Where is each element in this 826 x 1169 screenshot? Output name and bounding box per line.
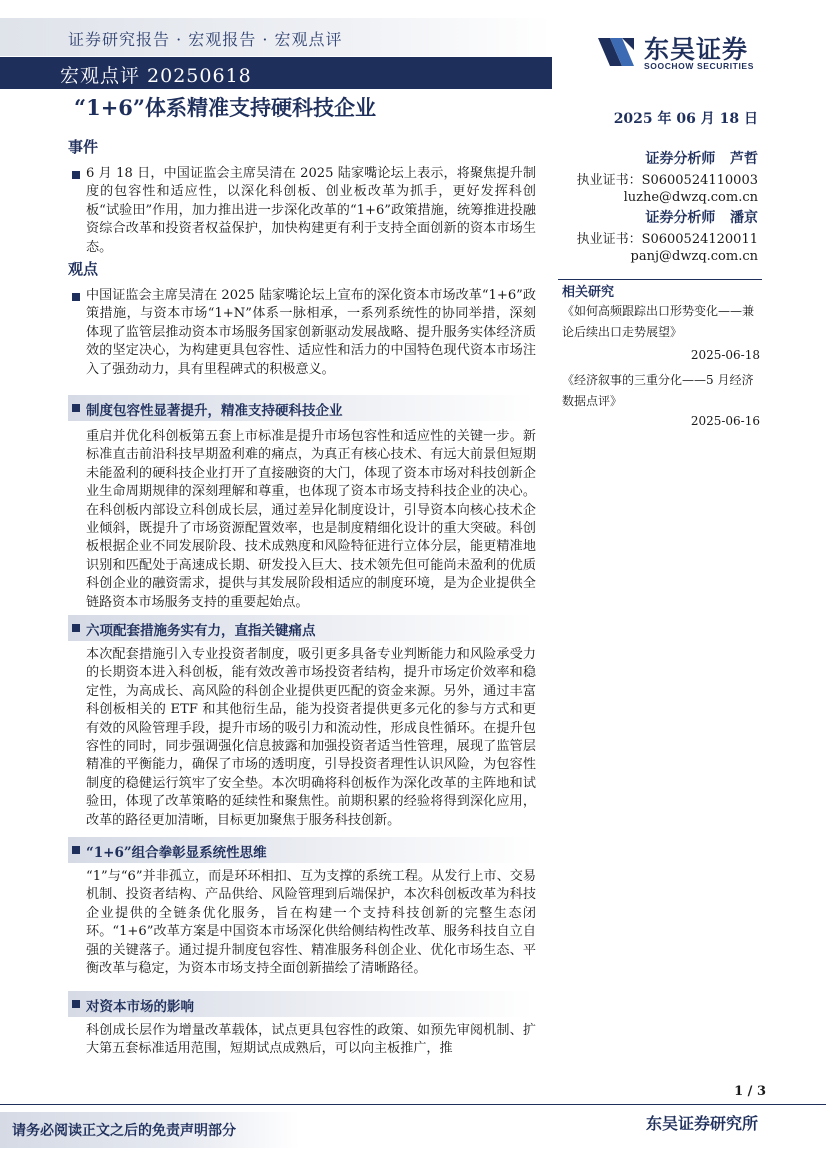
related-item-1-date: 2025-06-18: [690, 348, 760, 362]
analyst-2-cert: 执业证书：S0600524120011: [576, 232, 758, 247]
report-series: 宏观点评 20250618: [60, 65, 252, 87]
related-item-1[interactable]: 《如何高频跟踪出口形势变化——兼论后续出口走势展望》: [562, 304, 755, 339]
disclaimer-text: 请务必阅读正文之后的免责声明部分: [12, 1123, 236, 1139]
section-heading-3: [68, 837, 534, 863]
disclaimer-bar: [0, 1112, 300, 1148]
section-heading-4: [68, 991, 534, 1017]
report-series-bar: [0, 57, 552, 89]
section-2-text: 本次配套措施引入专业投资者制度，吸引更多具备专业判断能力和风险承受力的长期资本进入科创板，能有效改善市场投资者结构，提升市场定价效率和稳定性，为高成长、高风险的科创企业提供更匹配的资金来源。另外，通过丰富科创板相关的 ETF 和其他衍生品，能为投资者提供更多元化的参与方式和更有效的风险管理手段，提升市场的吸引力和流动性，形成良性循环。在提升包容性的同时，同步强调强化信息披露和加强投资者适当性管理，展现了监管层精准的平衡能力，确保了市场的透明度，引导投资者理性认识风险，为包容性制度的稳健运行筑牢了安全垫。本次明确将科创板作为深化改革的主阵地和试验田，体现了改革策略的延续性和聚焦性。前期积累的经验将得到深化应用，改革的路径更加清晰，目标更加聚焦于服务科技创新。: [86, 647, 536, 828]
company-logo: [596, 30, 776, 74]
section-heading-1-text: 制度包容性显著提升，精准支持硬科技企业: [86, 403, 343, 419]
logo-cn: 东吴证券: [644, 35, 749, 64]
soochow-logo-icon: [596, 32, 636, 72]
report-title: “1+6”体系精准支持硬科技企业: [74, 95, 376, 120]
section-heading-2: [68, 615, 534, 641]
analyst-2-role: 证券分析师: [645, 210, 716, 226]
institute-name: 东吴证券研究所: [645, 1114, 758, 1133]
event-bullet: [72, 171, 80, 179]
analyst-1-cert: 执业证书：S0600524110003: [576, 173, 758, 188]
analyst-2-email[interactable]: panj@dwzq.com.cn: [630, 249, 758, 264]
analyst-1-name: 芦哲: [730, 151, 758, 167]
view-bullet: [72, 293, 80, 301]
analyst-2-name: 潘京: [730, 210, 758, 226]
analyst-2-title: [645, 207, 758, 227]
related-item-2-date: 2025-06-16: [690, 414, 760, 428]
view-heading: 观点: [68, 260, 99, 278]
analyst-1-title: [645, 148, 758, 168]
section-3-text: “1”与“6”并非孤立，而是环环相扣、互为支撑的系统工程。从发行上市、交易机制、投资者结构、产品供给、风险管理到后端保护，本次科创板改革为科技企业提供的全链条优化服务，旨在构建一个支持科技创新的完整生态闭环。“1+6”改革方案是中国资本市场深化供给侧结构性改革、服务科技自立自强的关键落子。通过提升制度包容性、精准服务科创企业、优化市场生态、平衡改革与稳定，为资本市场支持全面创新描绘了清晰路径。: [86, 869, 536, 977]
section-4-text: 科创成长层作为增量改革载体，试点更具包容性的政策、如预先审阅机制、扩大第五套标准适用范围，短期试点成熟后，可以向主板推广，推: [86, 1023, 536, 1057]
report-category-bar: [0, 18, 552, 56]
report-category: 证券研究报告 · 宏观报告 · 宏观点评: [68, 30, 343, 49]
section-heading-1: [68, 395, 534, 421]
page-number: 1 / 3: [734, 1084, 766, 1099]
event-text: 6 月 18 日，中国证监会主席吴清在 2025 陆家嘴论坛上表示，将聚焦提升制度的包容性和适应性，以深化科创板、创业板改革为抓手，更好发挥科创板“试验田”作用，加力推出进一步深化改革的“1+6”政策措施，统筹推进投融资综合改革和投资者权益保护，加快构建更有利于支持全面创新的资本市场生态。: [86, 166, 536, 255]
related-heading: 相关研究: [562, 285, 615, 300]
logo-en: SOOCHOW SECURITIES: [644, 61, 754, 71]
footer-divider: [0, 1104, 826, 1105]
view-text: 中国证监会主席吴清在 2025 陆家嘴论坛上宣布的深化资本市场改革“1+6”政策措施，与资本市场“1+N”体系一脉相承，一系列系统性的协同举措，深刻体现了监管层推动资本市场服务国家创新驱动发展战略、提升服务实体经济质效的坚定决心，为构建更具包容性、适应性和活力的中国特色现代资本市场注入了强劲动力，具有里程碑式的积极意义。: [86, 288, 536, 377]
section-heading-4-text: 对资本市场的影响: [86, 999, 194, 1015]
related-item-2[interactable]: 《经济叙事的三重分化——5 月经济数据点评》: [562, 373, 754, 408]
event-heading: 事件: [68, 138, 99, 156]
related-divider: [558, 279, 762, 280]
section-heading-3-text: “1+6”组合拳彰显系统性思维: [86, 845, 267, 861]
section-heading-2-text: 六项配套措施务实有力，直指关键痛点: [86, 623, 316, 639]
section-1-text: 重启并优化科创板第五套上市标准是提升市场包容性和适应性的关键一步。新标准直击前沿科技早期盈利难的痛点，为真正有核心技术、有远大前景但短期未能盈利的硬科技企业打开了直接融资的大门，体现了资本市场对科技创新企业生命周期规律的深刻理解和尊重，也体现了资本市场支持科技企业的决心。在科创板内部设立科创成长层，通过差异化制度设计，引导资本向核心技术企业倾斜，既提升了市场资源配置效率，也是制度精细化设计的重大突破。科创板根据企业不同发展阶段、技术成熟度和风险特征进行立体分层，能更精准地识别和匹配处于高速成长期、研发投入巨大、技术领先但可能尚未盈利的优质科创企业的融资需求，提供与其发展阶段相适应的制度环境，是为企业提供全链路资本市场服务支持的重要起始点。: [86, 429, 536, 610]
analyst-1-email[interactable]: luzhe@dwzq.com.cn: [623, 190, 758, 205]
analyst-1-role: 证券分析师: [645, 151, 716, 167]
report-date: 2025 年 06 月 18 日: [613, 111, 758, 127]
